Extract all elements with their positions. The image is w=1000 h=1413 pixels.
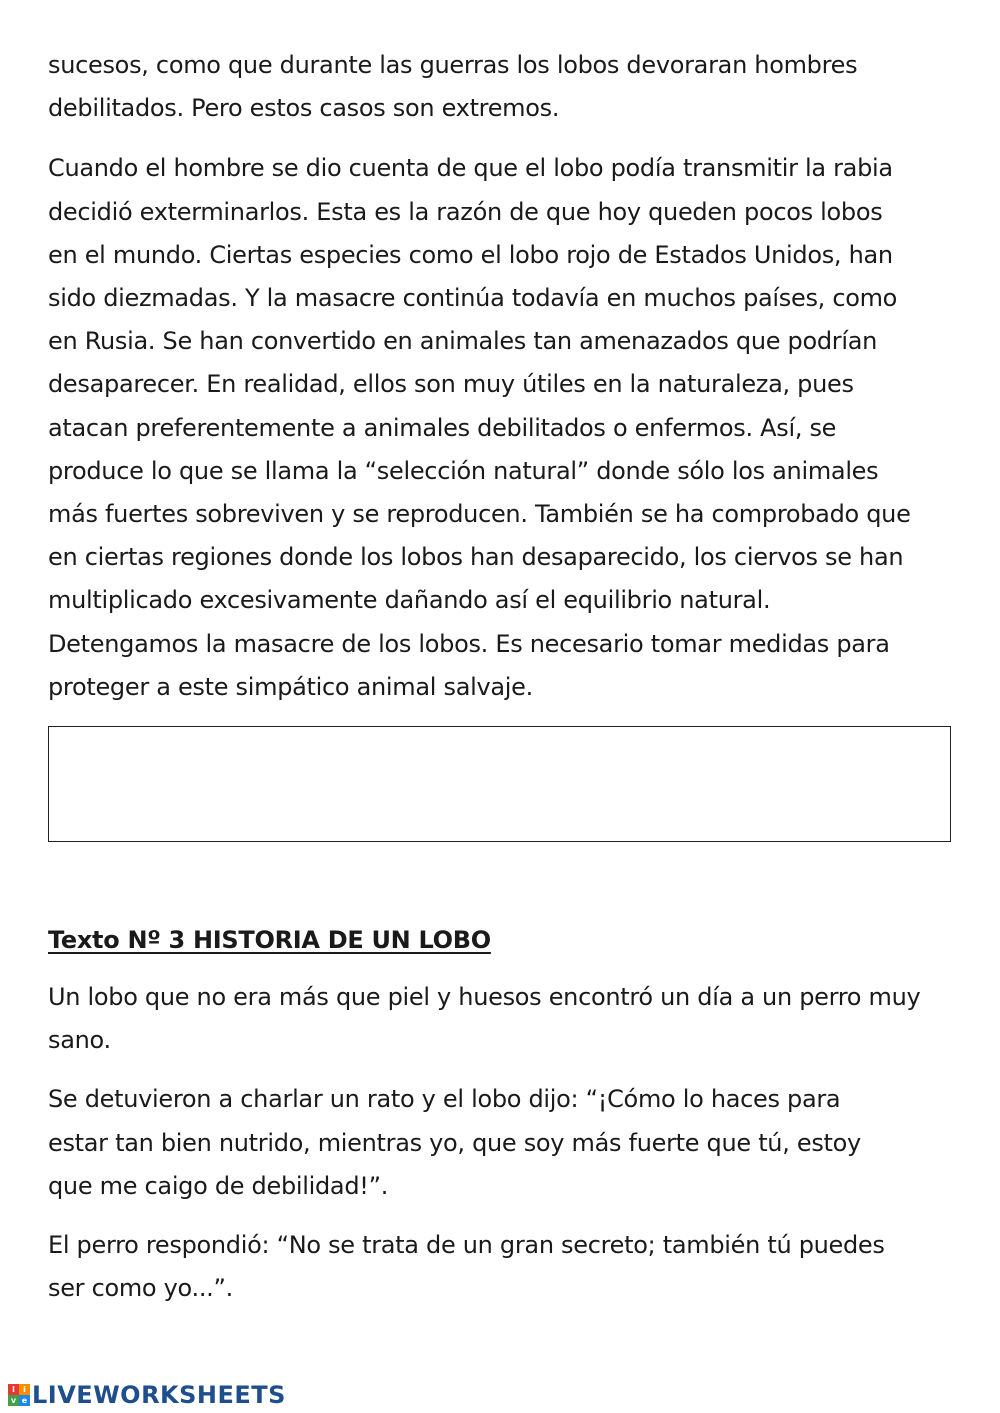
- text-line: sido diezmadas. Y la masacre continúa todavía en muchos países, como: [48, 284, 898, 313]
- text-line: proteger a este simpático animal salvaje.: [48, 672, 533, 701]
- text-3-paragraph-3: [48, 1224, 958, 1310]
- text-3-paragraph-1: [48, 976, 958, 1062]
- text-3-section: [48, 918, 958, 1326]
- liveworksheets-logo-text: LIVEWORKSHEETS: [32, 1381, 286, 1409]
- liveworksheets-logo-icon: [8, 1384, 30, 1406]
- text-line: debilitados. Pero estos casos son extremos.: [48, 94, 560, 123]
- section-heading: Texto Nº 3 HISTORIA DE UN LOBO: [48, 926, 491, 954]
- logo-mark-letter: v: [8, 1395, 19, 1406]
- text-line: estar tan bien nutrido, mientras yo, que soy más fuerte que tú, estoy: [48, 1128, 861, 1157]
- text-line: sano.: [48, 1026, 111, 1055]
- text-3-paragraph-2: [48, 1078, 958, 1208]
- paragraph-2: [48, 147, 958, 709]
- text-line: ser como yo...”.: [48, 1274, 233, 1303]
- document-body: [48, 44, 958, 709]
- text-line: Detengamos la masacre de los lobos. Es necesario tomar medidas para: [48, 629, 890, 658]
- logo-mark-letter: l: [8, 1384, 19, 1395]
- text-line: en ciertas regiones donde los lobos han desaparecido, los ciervos se han: [48, 543, 904, 572]
- text-line: Un lobo que no era más que piel y huesos encontró un día a un perro muy: [48, 983, 921, 1011]
- text-line: en Rusia. Se han convertido en animales tan amenazados que podrían: [48, 327, 878, 356]
- logo-mark-letter: i: [19, 1384, 30, 1395]
- text-line: El perro respondió: “No se trata de un gran secreto; también tú puedes: [48, 1231, 885, 1260]
- text-line: desaparecer. En realidad, ellos son muy útiles en la naturaleza, pues: [48, 370, 854, 399]
- logo-mark-letter: e: [19, 1395, 30, 1406]
- text-line: en el mundo. Ciertas especies como el lobo rojo de Estados Unidos, han: [48, 240, 893, 269]
- text-line: que me caigo de debilidad!”.: [48, 1171, 389, 1200]
- text-line: multiplicado excesivamente dañando así el equilibrio natural.: [48, 586, 771, 615]
- text-line: Cuando el hombre se dio cuenta de que el lobo podía transmitir la rabia: [48, 154, 893, 183]
- text-line: atacan preferentemente a animales debilitados o enfermos. Así, se: [48, 413, 837, 442]
- paragraph-1: [48, 44, 958, 130]
- text-line: Se detuvieron a charlar un rato y el lobo dijo: “¡Cómo lo haces para: [48, 1085, 841, 1114]
- text-line: más fuertes sobreviven y se reproducen. También se ha comprobado que: [48, 500, 911, 529]
- text-line: decidió exterminarlos. Esta es la razón de que hoy queden pocos lobos: [48, 197, 883, 226]
- answer-text-box[interactable]: [48, 726, 951, 842]
- text-line: produce lo que se llama la “selección natural” donde sólo los animales: [48, 456, 879, 485]
- liveworksheets-footer: [8, 1380, 286, 1410]
- text-line: sucesos, como que durante las guerras los lobos devoraran hombres: [48, 51, 858, 79]
